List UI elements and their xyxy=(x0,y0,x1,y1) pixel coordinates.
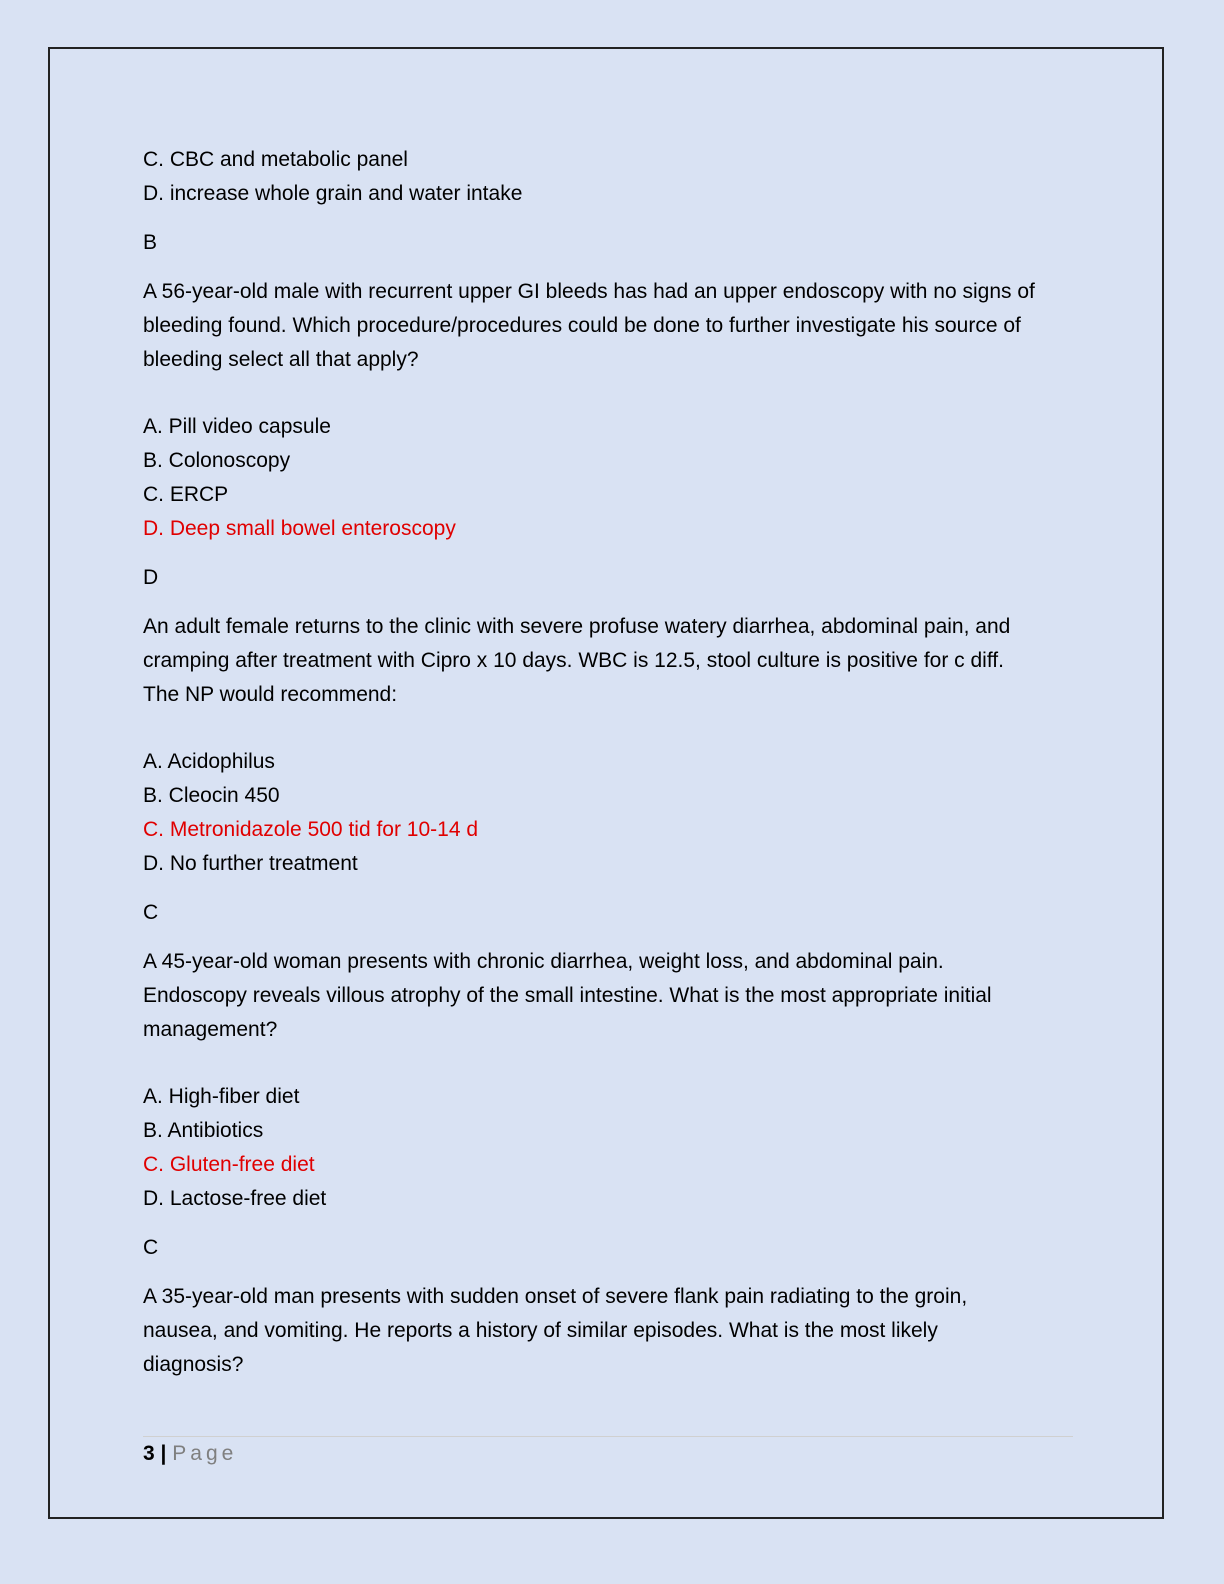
spacer xyxy=(143,1216,1083,1231)
page-footer xyxy=(143,1440,237,1468)
correct-option: D. Deep small bowel enteroscopy xyxy=(143,517,456,540)
spacer xyxy=(143,377,1083,410)
option-list xyxy=(143,745,1083,881)
option-item: D. Lactose-free diet xyxy=(143,1187,327,1210)
answer-key xyxy=(143,226,1083,260)
question-line: An adult female returns to the clinic with severe profuse watery diarrhea, abdominal pain, and xyxy=(143,615,1011,638)
question-line: nausea, and vomiting. He reports a history of similar episodes. What is the most likely xyxy=(143,1319,938,1342)
option-item: A. Pill video capsule xyxy=(143,415,331,438)
answer-key xyxy=(143,561,1083,595)
footer-divider xyxy=(143,1436,1073,1437)
spacer xyxy=(143,881,1083,896)
question-text xyxy=(143,610,1083,712)
answer-key xyxy=(143,1231,1083,1265)
question-text xyxy=(143,275,1083,377)
answer-letter: C xyxy=(143,1236,159,1259)
answer-letter: C xyxy=(143,901,159,924)
spacer xyxy=(143,712,1083,745)
document-body xyxy=(143,143,1083,1382)
spacer xyxy=(143,595,1083,610)
option-item: D. increase whole grain and water intake xyxy=(143,182,523,205)
spacer xyxy=(143,546,1083,561)
question-text xyxy=(143,945,1083,1047)
option-list xyxy=(143,410,1083,546)
question-line: diagnosis? xyxy=(143,1353,244,1376)
correct-option: C. Metronidazole 500 tid for 10-14 d xyxy=(143,818,479,841)
spacer xyxy=(143,1265,1083,1280)
answer-letter: D xyxy=(143,566,159,589)
option-item: B. Colonoscopy xyxy=(143,449,291,472)
spacer xyxy=(143,211,1083,226)
spacer xyxy=(143,1047,1083,1080)
option-item: B. Cleocin 450 xyxy=(143,784,280,807)
option-item: A. Acidophilus xyxy=(143,750,275,773)
answer-letter: B xyxy=(143,231,158,254)
option-item: C. CBC and metabolic panel xyxy=(143,148,408,171)
spacer xyxy=(143,260,1083,275)
page-number: 3 xyxy=(143,1442,155,1465)
question-line: management? xyxy=(143,1018,278,1041)
question-line: The NP would recommend: xyxy=(143,683,398,706)
question-line: A 56-year-old male with recurrent upper GI bleeds has had an upper endoscopy with no signs of xyxy=(143,280,1035,303)
option-item: B. Antibiotics xyxy=(143,1119,264,1142)
question-line: bleeding select all that apply? xyxy=(143,348,419,371)
answer-key xyxy=(143,896,1083,930)
option-list xyxy=(143,143,1083,211)
option-list xyxy=(143,1080,1083,1216)
question-line: Endoscopy reveals villous atrophy of the small intestine. What is the most appropriate initial xyxy=(143,984,992,1007)
page-separator: | xyxy=(160,1442,167,1465)
question-line: A 45-year-old woman presents with chronic diarrhea, weight loss, and abdominal pain. xyxy=(143,950,944,973)
question-line: cramping after treatment with Cipro x 10 days. WBC is 12.5, stool culture is positive for c diff. xyxy=(143,649,1004,672)
correct-option: C. Gluten-free diet xyxy=(143,1153,315,1176)
option-item: C. ERCP xyxy=(143,483,229,506)
question-text xyxy=(143,1280,1083,1382)
option-item: D. No further treatment xyxy=(143,852,358,875)
question-line: A 35-year-old man presents with sudden onset of severe flank pain radiating to the groin, xyxy=(143,1285,968,1308)
option-item: A. High-fiber diet xyxy=(143,1085,300,1108)
question-line: bleeding found. Which procedure/procedures could be done to further investigate his source of xyxy=(143,314,1021,337)
page-label: Page xyxy=(172,1442,238,1465)
spacer xyxy=(143,930,1083,945)
